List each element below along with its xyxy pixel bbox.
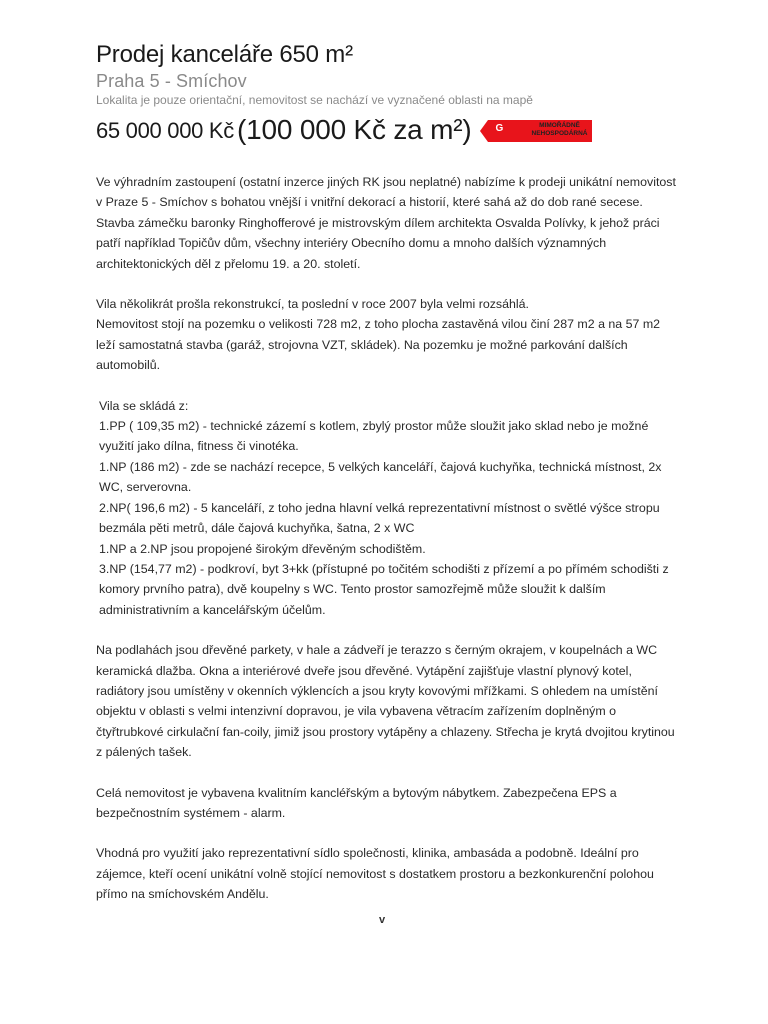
floor-list-item: 3.NP (154,77 m2) - podkroví, byt 3+kk (přístupné po točitém schodišti z přízemí a po přímém schodišti z komory prvního patra), dvě koupelny s WC. Tento prostor samozřejmě může sloužit k dalším administrativním a kancelářským účelům. (99, 561, 669, 617)
energy-rating-badge (480, 120, 592, 142)
location-note: Lokalita je pouze orientační, nemovitost se nachází ve vyznačené oblasti na mapě (96, 93, 533, 107)
location-subtitle: Praha 5 - Smíchov (96, 71, 247, 91)
page-title: Prodej kanceláře 650 m² (96, 41, 353, 68)
description-paragraph: Na podlahách jsou dřevěné parkety, v hale a zádveří je terazzo s černým okrajem, v koupelnách a WC keramická dlažba. Okna a interiérové dveře jsou dřevěné. Vytápění zajišťuje vlastní plynový kotel, radiátory jsou umístěny v okenních výklencích a jsou kryty kovovými mřížkami. S ohledem na umístění objektu v oblasti s velmi intenzivní dopravou, je vila vybavena větracím zařízením doplněným o čtyřtrubkové cirkulační fan-coily, jimiž jsou prostory vytápěny a chlazeny. Střecha je krytá dvojitou krytinou z pálených tašek. (96, 643, 675, 760)
floor-list-intro: Vila se skládá z: (99, 398, 189, 413)
description-paragraph: Celá nemovitost je vybavena kvalitním kancléřským a bytovým nábytkem. Zabezpečena EPS a bezpečnostním systémem - alarm. (96, 785, 617, 820)
description-paragraph: Ve výhradním zastoupení (ostatní inzerce jiných RK jsou neplatné) nabízíme k prodeji unikátní nemovitost v Praze 5 - Smíchov s bohatou vnější i vnitřní dekorací a historií, které sahá až do dob rané secese. Stavba zámečku baronky Ringhofferové je mistrovským dílem architekta Osvalda Polívky, k jehož práci patří například Topičův dům, všechny interiéry Obecního domu a mnoho dalších významných architektonických děl z přelomu 19. a 20. století. (96, 175, 676, 271)
floor-list-item: 1.NP a 2.NP jsou propojené širokým dřevěným schodištěm. (99, 541, 426, 556)
listing-page (96, 40, 676, 925)
price-per-m2: (100 000 Kč za m²) (237, 114, 472, 145)
floor-list-item: 1.PP ( 109,35 m2) - technické zázemí s kotlem, zbylý prostor může sloužit jako sklad nebo je možné využití jako dílna, fitness či vinotéka. (99, 419, 649, 454)
renovation-text: Vila několikrát prošla rekonstrukcí, ta poslední v roce 2007 byla velmi rozsáhlá. (96, 297, 529, 312)
price-row (96, 110, 676, 150)
floor-list-item: 1.NP (186 m2) - zde se nachází recepce, 5 velkých kanceláří, čajová kuchyňka, technická místnost, 2x WC, serverovna. (99, 459, 662, 495)
energy-label-line1: MIMOŘÁDNĚ (539, 122, 580, 129)
floor-list (96, 396, 676, 620)
floor-list-item: 2.NP( 196,6 m2) - 5 kanceláří, z toho jedna hlavní velká reprezentativní místnost o světlé výšce stropu bezmála pěti metrů, dále čajová kuchyňka, šatna, 2 x WC (99, 500, 660, 536)
plot-text: Nemovitost stojí na pozemku o velikosti 728 m2, z toho plocha zastavěná vilou činí 287 m2 a na 57 m2 leží samostatná stavba (garáž, strojovna VZT, skládek). Na pozemku je možné parkování dalších automobilů. (96, 317, 661, 373)
energy-letter: G (495, 123, 504, 134)
energy-label-line2: NEHOSPODÁRNÁ (531, 130, 588, 137)
price-total: 65 000 000 Kč (96, 118, 234, 143)
description (96, 172, 676, 905)
description-paragraph (96, 294, 676, 376)
expand-more-button[interactable]: v (379, 914, 386, 926)
description-paragraph: Vhodná pro využití jako reprezentativní sídlo společnosti, klinika, ambasáda a podobně. Ideální pro zájemce, kteří ocení unikátní volně stojící nemovitost s dostatkem prostoru a bezkonkurenční polohou přímo na smíchovském Andělu. (96, 846, 654, 902)
energy-label (530, 122, 590, 138)
